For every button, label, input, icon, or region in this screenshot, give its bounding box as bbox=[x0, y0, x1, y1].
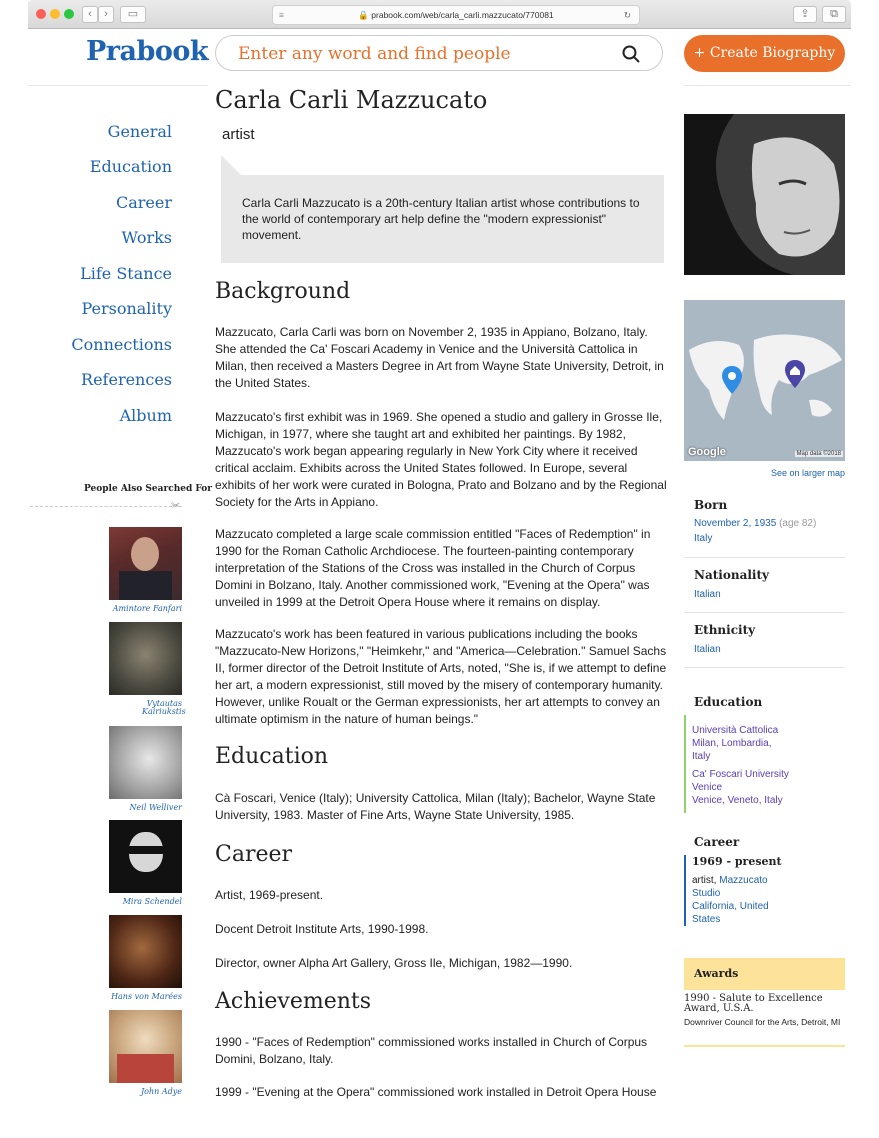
achievement-item: 1999 - "Evening at the Opera" commissioned work installed in Detroit Opera House bbox=[215, 1085, 657, 1099]
education-location[interactable]: Milan, Lombardia, Italy bbox=[692, 738, 772, 762]
born-age: (age 82) bbox=[779, 518, 817, 529]
education-label: Education bbox=[694, 695, 763, 709]
minimize-window-button[interactable] bbox=[50, 9, 60, 19]
sidebar-toggle-button[interactable]: ▭ bbox=[120, 6, 146, 23]
world-map bbox=[684, 300, 845, 461]
awards-label: Awards bbox=[694, 967, 739, 980]
person-photo[interactable] bbox=[109, 726, 182, 799]
person-name[interactable]: Hans von Marées bbox=[111, 992, 182, 1001]
awards-divider bbox=[684, 1045, 845, 1047]
section-heading-career: Career bbox=[215, 842, 293, 867]
background-paragraph: Mazzucato's work has been featured in various publications including the books "Mazzucato-New Horizons," "Heimkehr," and "America—Celebration." Samuel Sachs II, former director of the Detroit Institute of Arts, noted, "She is, if we attempt to define her art, a modern expressionist, still moved by the misery of contemporary humanity. However, unlike Roualt or the German expressionists, her art attempts to convey an ultimate optimism in the nature of human beings." bbox=[215, 627, 667, 726]
location-map[interactable] bbox=[684, 300, 845, 461]
profile-photo[interactable] bbox=[684, 114, 845, 275]
career-organization[interactable]: Mazzucato Studio bbox=[692, 875, 768, 899]
background-paragraph: Mazzucato's first exhibit was in 1969. She opened a studio and gallery in Grosse Ile, Michigan, in 1977, where she taught art and exhibited her paintings. By 1982, Mazzucato's work began appearing regularly in New York City where it received critical acclaim. Exhibits across the United States followed. In Europe, several exhibits of her work were curated in Bologna, Prato and Bolzano and by the Regional Society for the Arts in Appiano. bbox=[215, 410, 667, 509]
share-button[interactable]: ⇪ bbox=[793, 6, 817, 23]
header-divider bbox=[28, 85, 208, 86]
close-window-button[interactable] bbox=[36, 9, 46, 19]
nationality-value[interactable]: Italian bbox=[694, 589, 721, 600]
born-place[interactable]: Italy bbox=[694, 533, 713, 544]
ethnicity-label: Ethnicity bbox=[694, 623, 756, 637]
born-date[interactable]: November 2, 1935 bbox=[694, 518, 777, 529]
back-button[interactable]: ‹ bbox=[82, 6, 98, 23]
browser-toolbar bbox=[28, 0, 851, 29]
born-value bbox=[694, 516, 816, 546]
awards-header bbox=[684, 958, 845, 990]
career-item: Docent Detroit Institute Arts, 1990-1998. bbox=[215, 922, 429, 936]
career-location[interactable]: California, United States bbox=[692, 901, 769, 925]
education-entry[interactable] bbox=[684, 760, 792, 813]
plus-icon: + bbox=[693, 45, 706, 61]
lock-icon: 🔒 bbox=[358, 10, 369, 20]
career-role: artist, bbox=[692, 875, 720, 886]
section-heading-achievements: Achievements bbox=[215, 989, 372, 1014]
map-pin-icon[interactable] bbox=[722, 366, 742, 394]
nationality-label: Nationality bbox=[694, 568, 769, 582]
education-school[interactable]: Ca' Foscari University Venice bbox=[692, 769, 789, 793]
create-biography-button[interactable] bbox=[684, 35, 845, 72]
occupation: artist bbox=[222, 126, 255, 143]
career-details bbox=[692, 874, 792, 926]
person-photo[interactable] bbox=[109, 915, 182, 988]
divider bbox=[684, 557, 845, 558]
page-title: Carla Carli Mazzucato bbox=[215, 86, 488, 114]
forward-button[interactable]: › bbox=[98, 6, 114, 23]
person-name[interactable]: Amintore Fanfari bbox=[112, 604, 182, 613]
people-divider bbox=[30, 506, 182, 507]
section-heading-background: Background bbox=[215, 279, 351, 304]
person-photo[interactable] bbox=[109, 820, 182, 893]
portrait-image bbox=[684, 114, 845, 275]
reload-icon[interactable]: ↻ bbox=[623, 10, 631, 20]
career-item: Director, owner Alpha Art Gallery, Gross Ile, Michigan, 1982—1990. bbox=[215, 956, 573, 970]
background-paragraph: Mazzucato, Carla Carli was born on November 2, 1935 in Appiano, Bolzano, Italy. She attended the Ca' Foscari Academy in Venice and the Università Cattolica in Milan, then received a Masters Degree in Art from Wayne State University, Detroit, in the United States. bbox=[215, 325, 664, 390]
create-biography-label: Create Biography bbox=[709, 45, 836, 61]
award-organization: Downriver Council for the Arts, Detroit, MI bbox=[684, 1017, 841, 1027]
nav-education[interactable]: Education bbox=[89, 157, 172, 176]
prabook-logo[interactable]: Prabook bbox=[86, 36, 209, 67]
background-paragraph: Mazzucato completed a large scale commission entitled "Faces of Redemption" in 1990 for the Roman Catholic Archdiocese. The fourteen-painting contemporary interpretation of the Stations of the Cross was installed in the Church of Corpus Domini in Bolzano, Italy. Another commissioned work, "Evening at the Opera" was unveiled in 1999 at the Detroit Opera House where it remains on display. bbox=[215, 527, 651, 609]
search-bar bbox=[215, 35, 663, 71]
larger-map-link[interactable]: See on larger map bbox=[770, 468, 845, 478]
born-label: Born bbox=[694, 498, 728, 512]
zoom-window-button[interactable] bbox=[64, 9, 74, 19]
map-credit: Google bbox=[688, 446, 726, 458]
career-entry[interactable] bbox=[684, 855, 792, 926]
header-divider-right bbox=[684, 85, 851, 86]
nav-personality[interactable]: Personality bbox=[81, 299, 172, 318]
address-bar[interactable] bbox=[272, 5, 640, 25]
scissors-icon: ✂ bbox=[171, 500, 181, 512]
map-home-pin-icon[interactable] bbox=[785, 360, 805, 388]
nav-works[interactable]: Works bbox=[121, 228, 172, 247]
person-name[interactable]: Neil Welliver bbox=[129, 803, 182, 812]
search-icon[interactable] bbox=[622, 45, 640, 63]
career-item: Artist, 1969-present. bbox=[215, 888, 324, 902]
nav-general[interactable]: General bbox=[107, 122, 172, 141]
education-location[interactable]: Venice, Veneto, Italy bbox=[692, 795, 783, 806]
url-text: prabook.com/web/carla_carli.mazzucato/770081 bbox=[371, 10, 554, 20]
person-photo[interactable] bbox=[109, 1010, 182, 1083]
career-label: Career bbox=[694, 835, 740, 849]
search-input[interactable] bbox=[236, 41, 620, 67]
nav-references[interactable]: References bbox=[81, 370, 172, 389]
person-name[interactable]: John Adye bbox=[140, 1087, 182, 1096]
achievement-item: 1990 - "Faces of Redemption" commissioned works installed in Church of Corpus Domini, Bolzano, Italy. bbox=[215, 1035, 648, 1066]
person-name[interactable]: Vytautas Kairiukstis bbox=[142, 699, 186, 716]
tabs-button[interactable]: ⧉ bbox=[822, 6, 846, 23]
education-text: Cà Foscari, Venice (Italy); University Cattolica, Milan (Italy); Bachelor, Wayne State University, 1983. Master of Fine Arts, Wayne State University, 1985. bbox=[215, 791, 656, 822]
award-title: 1990 - Salute to Excellence Award, U.S.A. bbox=[684, 993, 823, 1014]
summary-text: Carla Carli Mazzucato is a 20th-century Italian artist whose contributions to the world of contemporary art help define the "modern expressionist" movement. bbox=[242, 196, 640, 242]
ethnicity-value[interactable]: Italian bbox=[694, 644, 721, 655]
people-heading: People Also Searched For bbox=[84, 484, 213, 494]
person-photo[interactable] bbox=[109, 527, 182, 600]
education-school[interactable]: Università Cattolica bbox=[692, 725, 779, 736]
person-name[interactable]: Mira Schendel bbox=[122, 897, 182, 906]
section-heading-education: Education bbox=[215, 744, 329, 769]
divider bbox=[684, 667, 845, 668]
career-period: 1969 - present bbox=[692, 855, 782, 868]
nav-life-stance[interactable]: Life Stance bbox=[80, 264, 172, 283]
map-data-notice: Map data ©2018 bbox=[796, 451, 841, 457]
nav-career[interactable]: Career bbox=[115, 193, 172, 212]
nav-album[interactable]: Album bbox=[119, 406, 172, 425]
summary-box bbox=[221, 175, 664, 263]
reader-icon[interactable]: ≡ bbox=[279, 10, 284, 20]
person-photo[interactable] bbox=[109, 622, 182, 695]
divider bbox=[684, 612, 845, 613]
nav-connections[interactable]: Connections bbox=[71, 335, 172, 354]
